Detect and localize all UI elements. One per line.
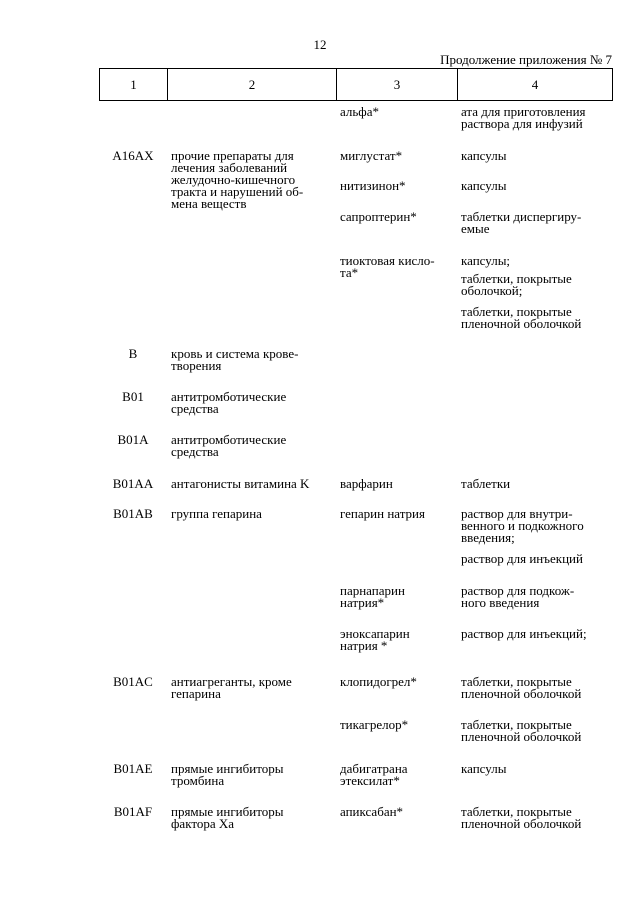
- atc-group-name: прямые ингибиторы фактора Xa: [171, 804, 284, 831]
- atc-code: B: [128, 346, 138, 361]
- dosage-form: раствор для инъекций;: [461, 626, 587, 641]
- drug-name: сапроптерин*: [340, 209, 417, 224]
- drug-name: альфа*: [340, 104, 379, 119]
- drug-name: гепарин натрия: [340, 506, 425, 521]
- atc-code: B01AF: [113, 804, 153, 819]
- atc-group-name: антитромботические средства: [171, 432, 287, 459]
- drug-name: нитизинон*: [340, 178, 406, 193]
- drug-name: эноксапарин натрия *: [340, 626, 410, 653]
- atc-code: B01AA: [112, 476, 154, 491]
- dosage-form: таблетки, покрытые пленочной оболочкой: [461, 717, 582, 744]
- dosage-form: раствор для внутри- венного и подкожного введения;: [461, 506, 584, 545]
- atc-code: B01: [122, 389, 144, 404]
- atc-group-name: антиагреганты, кроме гепарина: [171, 674, 292, 701]
- drug-name: клопидогрел*: [340, 674, 417, 689]
- drug-name: апиксабан*: [340, 804, 404, 819]
- atc-code: A16AX: [112, 148, 154, 163]
- dosage-form: таблетки, покрытые пленочной оболочкой: [461, 674, 582, 701]
- dosage-form: раствор для инъекций: [461, 551, 583, 566]
- drug-name: тикагрелор*: [340, 717, 409, 732]
- dosage-form: таблетки: [461, 476, 511, 491]
- column-header-2: 2: [168, 69, 337, 101]
- column-header-table: [99, 68, 613, 101]
- dosage-form: таблетки, покрытые пленочной оболочкой: [461, 304, 582, 331]
- atc-group-name: прямые ингибиторы тромбина: [171, 761, 284, 788]
- atc-group-name: антагонисты витамина K: [171, 476, 310, 491]
- column-header-1: 1: [100, 69, 168, 101]
- column-header-row: [100, 69, 613, 101]
- column-header-3: 3: [337, 69, 458, 101]
- atc-group-name: прочие препараты для лечения заболеваний желудочно-кишечного тракта и нарушений об- мена веществ: [171, 148, 304, 211]
- dosage-form: капсулы: [461, 148, 507, 163]
- continuation-note: Продолжение приложения № 7: [440, 52, 612, 67]
- dosage-form: таблетки, покрытые пленочной оболочкой: [461, 804, 582, 831]
- drug-name: варфарин: [340, 476, 393, 491]
- atc-code: B01AB: [113, 506, 153, 521]
- atc-code: B01AE: [113, 761, 153, 776]
- column-header-4: 4: [458, 69, 613, 101]
- dosage-form: капсулы: [461, 761, 507, 776]
- dosage-form: раствор для подкож- ного введения: [461, 583, 575, 610]
- drug-name: дабигатрана этексилат*: [340, 761, 408, 788]
- drug-name: миглустат*: [340, 148, 403, 163]
- atc-code: B01A: [117, 432, 149, 447]
- atc-group-name: кровь и система крове- творения: [171, 346, 299, 373]
- page-number: 12: [313, 37, 327, 52]
- dosage-form: ата для приготовления раствора для инфузий: [461, 104, 586, 131]
- dosage-form: капсулы: [461, 178, 507, 193]
- atc-group-name: группа гепарина: [171, 506, 262, 521]
- drug-name: парнапарин натрия*: [340, 583, 405, 610]
- drug-name: тиоктовая кисло- та*: [340, 253, 435, 280]
- dosage-form: таблетки, покрытые оболочкой;: [461, 271, 572, 298]
- dosage-form: капсулы;: [461, 253, 511, 268]
- atc-group-name: антитромботические средства: [171, 389, 287, 416]
- dosage-form: таблетки диспергиру- емые: [461, 209, 582, 236]
- atc-code: B01AC: [113, 674, 153, 689]
